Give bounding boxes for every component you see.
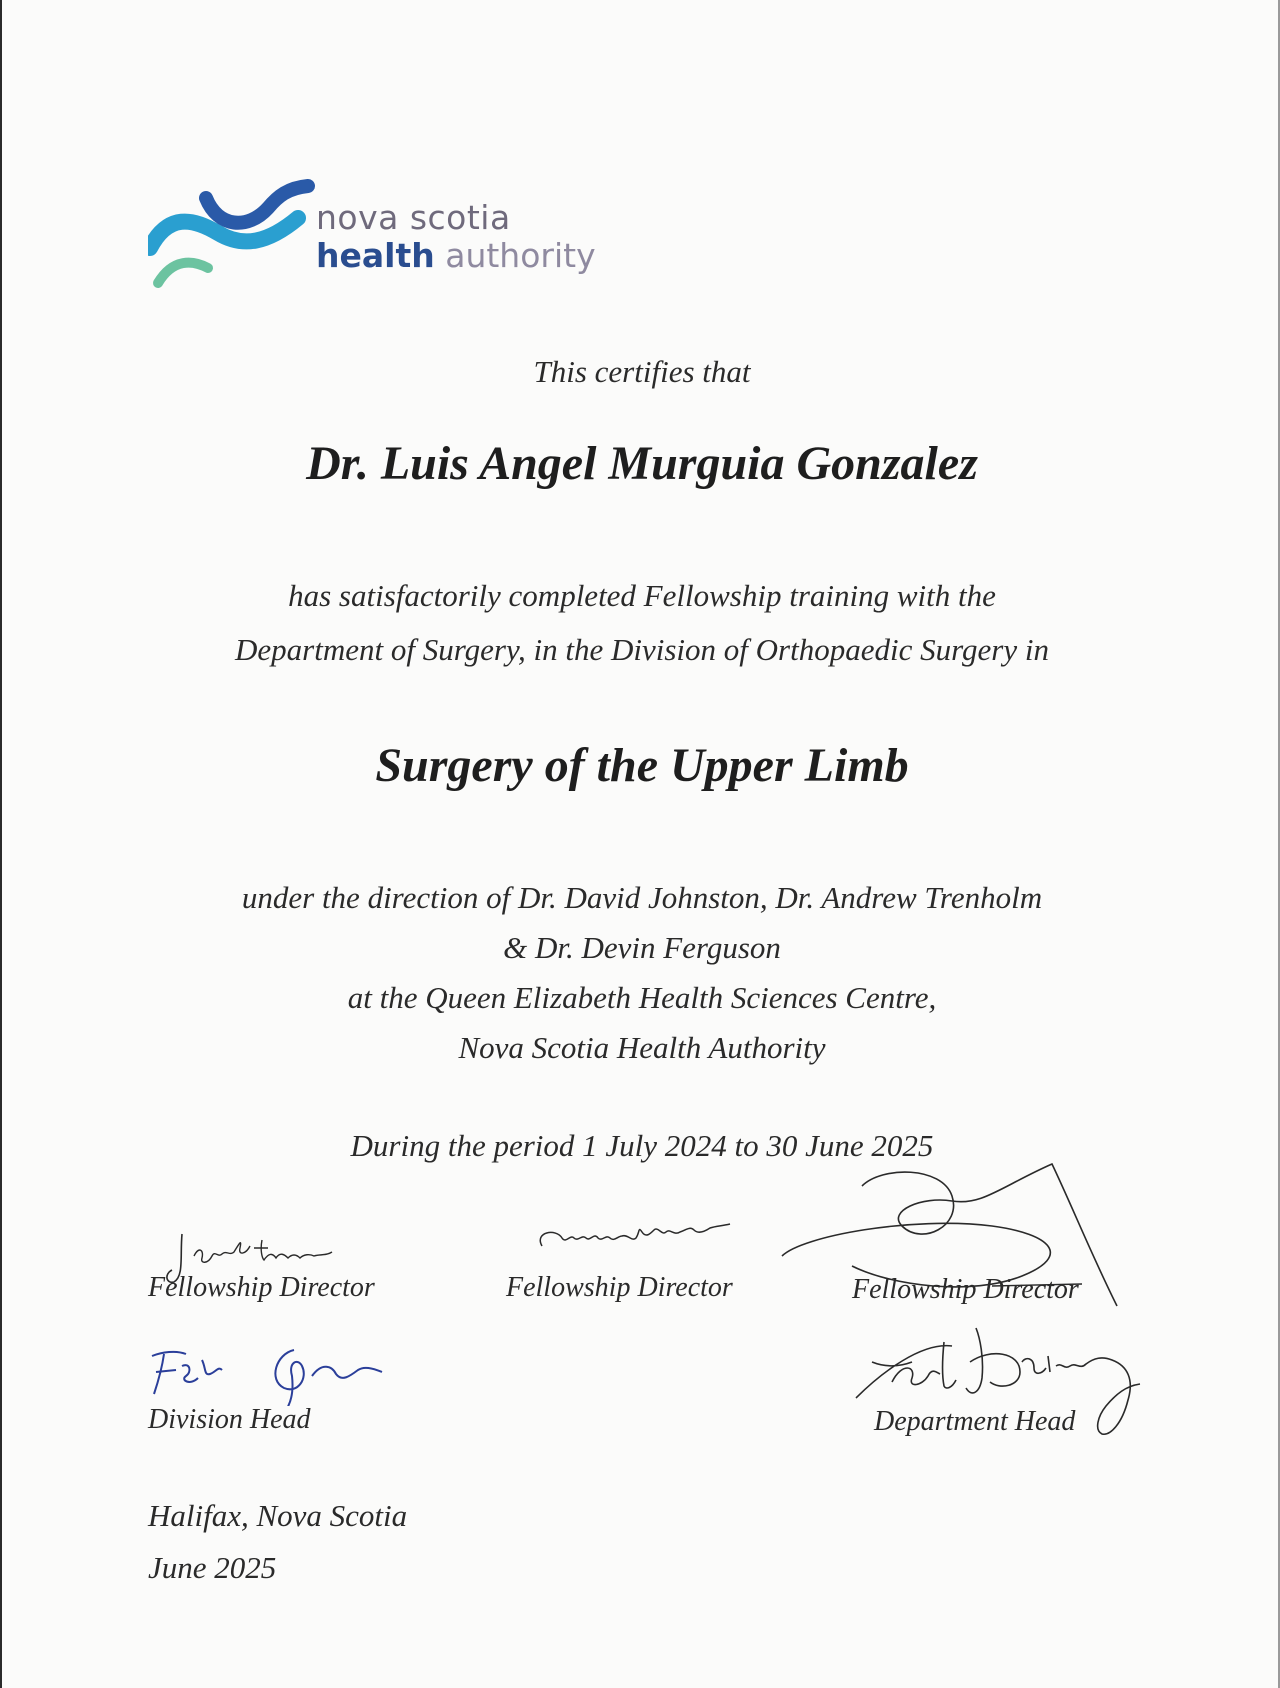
direction-line-2: & Dr. Devin Ferguson <box>503 930 781 965</box>
logo-text-health: health <box>316 236 435 275</box>
direction-line-1: under the direction of Dr. David Johnston, Dr. Andrew Trenholm <box>241 880 1043 915</box>
recipient-name: Dr. Luis Angel Murguia Gonzalez <box>306 437 978 490</box>
completion-line-1: has satisfactorily completed Fellowship training with the <box>288 578 996 613</box>
logo-text-health-authority <box>316 236 596 275</box>
signature-department-head <box>852 1322 1232 1462</box>
training-period: During the period 1 July 2024 to 30 June 2025 <box>350 1128 934 1163</box>
signature-division-head <box>144 1336 394 1406</box>
logo-text-authority: authority <box>445 236 596 275</box>
label-division-head: Division Head <box>148 1404 311 1435</box>
direction-line-4: Nova Scotia Health Authority <box>458 1030 826 1065</box>
discipline-title: Surgery of the Upper Limb <box>375 739 909 792</box>
issue-location: Halifax, Nova Scotia <box>148 1498 408 1533</box>
nsha-logo <box>148 168 596 298</box>
completion-line-2: Department of Surgery, in the Division of Orthopaedic Surgery in <box>235 632 1049 667</box>
label-fellowship-director-2: Fellowship Director <box>506 1272 733 1303</box>
wave-logo-icon <box>148 168 318 298</box>
certifies-intro: This certifies that <box>533 354 751 389</box>
logo-text-nova-scotia: nova scotia <box>316 198 511 237</box>
label-fellowship-director-1: Fellowship Director <box>148 1272 375 1303</box>
label-fellowship-director-3: Fellowship Director <box>852 1274 1079 1305</box>
direction-line-3: at the Queen Elizabeth Health Sciences Centre, <box>347 980 937 1015</box>
label-department-head: Department Head <box>874 1406 1076 1437</box>
issue-date: June 2025 <box>148 1550 277 1585</box>
